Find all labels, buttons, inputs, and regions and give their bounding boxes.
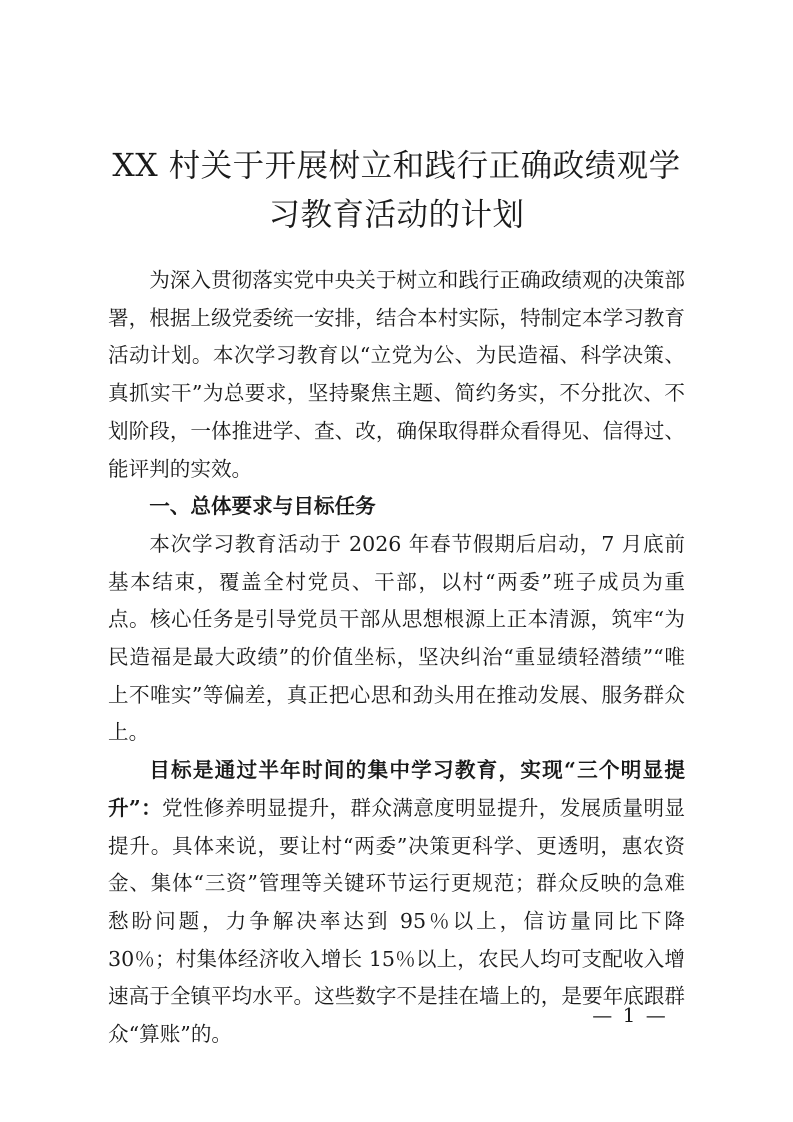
document-body <box>108 262 685 1054</box>
intro-paragraph: 为深入贯彻落实党中央关于树立和践行正确政绩观的决策部署，根据上级党委统一安排，结合本村实际，特制定本学习教育活动计划。本次学习教育以“立党为公、为民造福、科学决策、真抓实干”为总要求，坚持聚焦主题、简约务实，不分批次、不划阶段，一体推进学、查、改，确保取得群众看得见、信得过、能评判的实效。 <box>108 268 685 481</box>
goal-lead-text: 目标是通过半年时间的集中学习教育，实现“三个明显提升”： <box>108 758 685 820</box>
goal-detail-text: 党性修养明显提升，群众满意度明显提升，发展质量明显提升。具体来说，要让村“两委”决策更科学、更透明，惠农资金、集体“三资”管理等关键环节运行更规范；群众反映的急难愁盼问题，力争解决率达到 95％以上，信访量同比下降 30％；村集体经济收入增长 15％以上，农民人均可支配收入增速高于全镇平均水平。这些数字不是挂在墙上的，是要年底跟群众“算账”的。 <box>108 795 685 1047</box>
section-heading: 一、总体要求与目标任务 <box>149 494 376 519</box>
page-number: — 1 — <box>592 1003 668 1027</box>
section-paragraph: 本次学习教育活动于 2026 年春节假期后启动，7 月底前基本结束，覆盖全村党员、干部，以村“两委”班子成员为重点。核心任务是引导党员干部从思想根源上正本清源，筑牢“为民造福是最大政绩”的价值坐标，坚决纠治“重显绩轻潜绩”“唯上不唯实”等偏差，真正把心思和劲头用在推动发展、服务群众上。 <box>108 531 685 745</box>
document-title: XX 村关于开展树立和践行正确政绩观学习教育活动的计划 <box>112 148 681 233</box>
